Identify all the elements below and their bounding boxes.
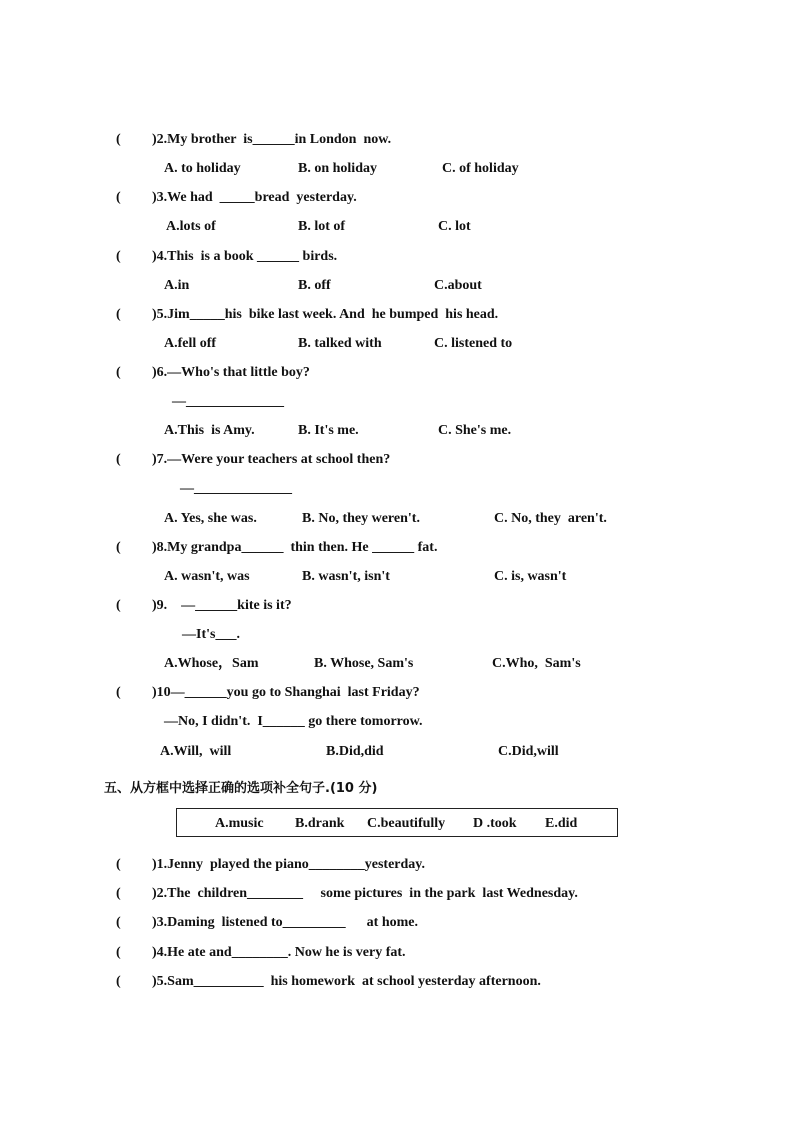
option-b: B. wasn't, isn't <box>302 569 390 584</box>
option-b: B. Whose, Sam's <box>314 656 414 671</box>
answer-line: —______________ <box>172 394 284 409</box>
option-a: A.in <box>164 278 190 293</box>
question-stem: )5.Sam__________ his homework at school yesterday afternoon. <box>152 974 541 989</box>
option-b: B.Did,did <box>326 744 384 759</box>
answer-line: —______________ <box>180 481 292 496</box>
option-a: A.fell off <box>164 336 217 351</box>
option-a: A.lots of <box>166 219 216 234</box>
option-a: A. Yes, she was. <box>164 511 257 526</box>
option-c: C. No, they aren't. <box>494 511 607 526</box>
question-stem: )3.We had _____bread yesterday. <box>152 190 357 205</box>
option-c: C. She's me. <box>438 423 512 438</box>
answer-paren: ( <box>116 598 121 613</box>
option-c: C. lot <box>438 219 471 234</box>
question-stem: )1.Jenny played the piano________yesterday. <box>152 857 426 872</box>
question-stem: )2.The children________ some pictures in the park last Wednesday. <box>152 886 578 901</box>
answer-paren: ( <box>116 307 121 322</box>
question-stem: )4.This is a book ______ birds. <box>152 249 338 264</box>
option-c: C.Who, Sam's <box>492 656 581 671</box>
option-c: C. is, wasn't <box>494 569 567 584</box>
answer-paren: ( <box>116 974 121 989</box>
answer-paren: ( <box>116 132 121 147</box>
option-c: C.about <box>434 278 482 293</box>
option-b: B. No, they weren't. <box>302 511 420 526</box>
option-b: B. talked with <box>298 336 382 351</box>
question-stem: )9. —______kite is it? <box>152 598 292 613</box>
question-stem: )7.—Were your teachers at school then? <box>152 452 391 467</box>
option-b: B. off <box>298 278 331 293</box>
box-option: D .took <box>473 816 517 831</box>
option-b: B. lot of <box>298 219 346 234</box>
box-option: E.did <box>545 816 578 831</box>
section-title: 五、从方框中选择正确的选项补全句子.(10 分) <box>104 781 378 796</box>
question-stem: )4.He ate and________. Now he is very fat. <box>152 945 406 960</box>
option-a: A.This is Amy. <box>164 423 255 438</box>
answer-line: —It's___. <box>182 627 240 642</box>
word-box <box>176 808 618 837</box>
answer-paren: ( <box>116 857 121 872</box>
answer-paren: ( <box>116 365 121 380</box>
option-b: B. It's me. <box>298 423 359 438</box>
answer-paren: ( <box>116 540 121 555</box>
answer-paren: ( <box>116 915 121 930</box>
question-stem: )3.Daming listened to_________ at home. <box>152 915 418 930</box>
answer-line: —No, I didn't. I______ go there tomorrow. <box>164 714 423 729</box>
answer-paren: ( <box>116 249 121 264</box>
option-c: C.Did,will <box>498 744 559 759</box>
answer-paren: ( <box>116 190 121 205</box>
question-stem: )10—______you go to Shanghai last Friday? <box>152 685 420 700</box>
answer-paren: ( <box>116 685 121 700</box>
question-stem: )5.Jim_____his bike last week. And he bumped his head. <box>152 307 499 322</box>
question-stem: )8.My grandpa______ thin then. He ______ fat. <box>152 540 438 555</box>
box-option: B.drank <box>295 816 345 831</box>
option-c: C. listened to <box>434 336 513 351</box>
option-a: A.Will, will <box>160 744 232 759</box>
answer-paren: ( <box>116 452 121 467</box>
box-option: C.beautifully <box>367 816 446 831</box>
question-stem: )6.—Who's that little boy? <box>152 365 310 380</box>
option-c: C. of holiday <box>442 161 519 176</box>
option-a: A. to holiday <box>164 161 241 176</box>
question-stem: )2.My brother is______in London now. <box>152 132 392 147</box>
option-b: B. on holiday <box>298 161 377 176</box>
answer-paren: ( <box>116 945 121 960</box>
option-a: A.Whose，Sam <box>164 656 259 671</box>
answer-paren: ( <box>116 886 121 901</box>
option-a: A. wasn't, was <box>164 569 250 584</box>
box-option: A.music <box>215 816 264 831</box>
